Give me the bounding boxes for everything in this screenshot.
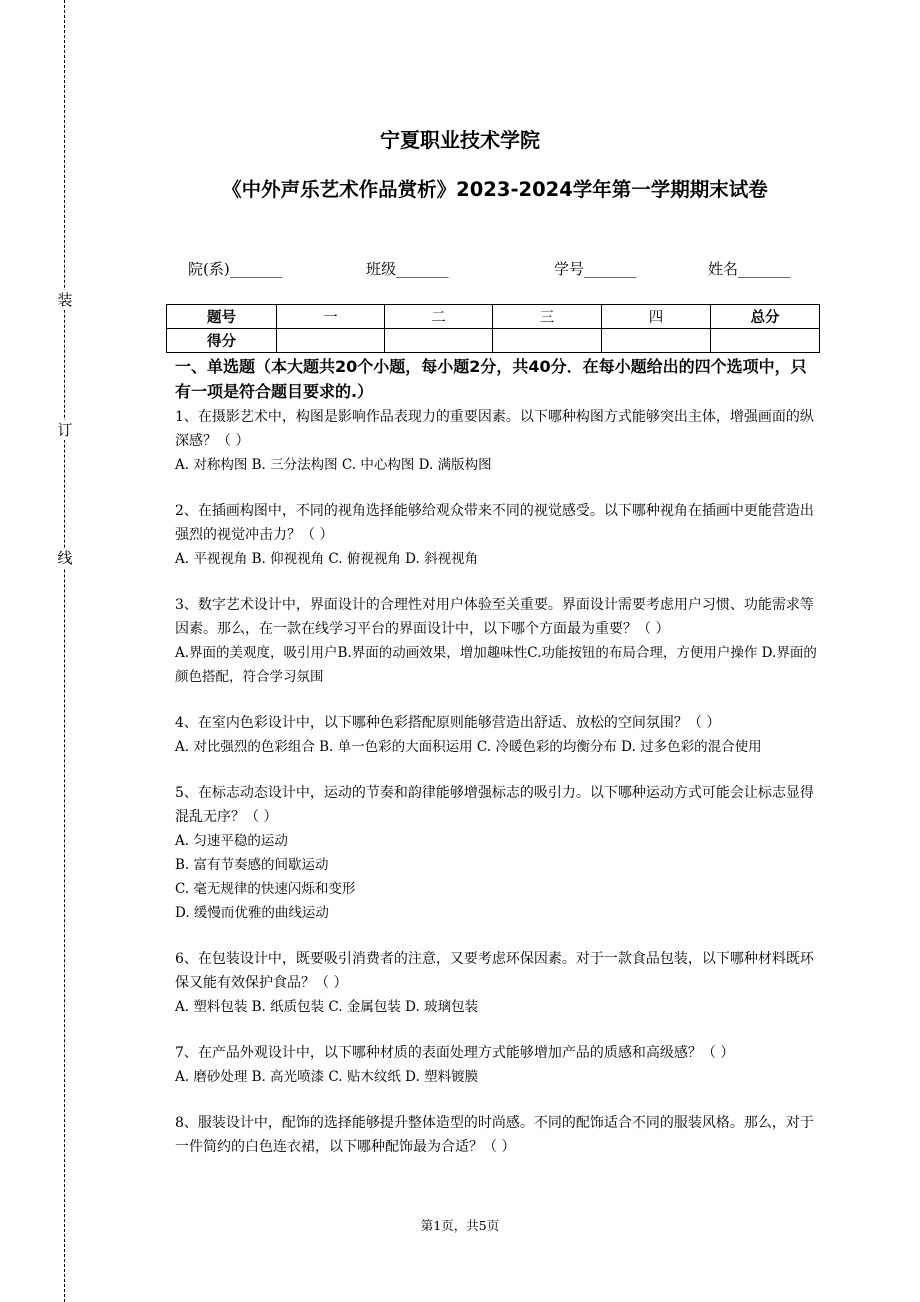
question-1 [175,405,821,477]
score-table-cell: 四 [602,305,711,329]
exam-title: 《中外声乐艺术作品赏析》2023-2024学年第一学期期末试卷 [222,178,768,201]
score-blank-cell [602,329,711,353]
question-option: C. 毫无规律的快速闪烁和变形 [175,881,356,897]
score-table-cell: 二 [385,305,493,329]
score-table-cell: 一 [277,305,385,329]
question-options: A.界面的美观度，吸引用户B.界面的动画效果，增加趣味性C.功能按钮的布局合理，方便用户操作 D.界面的颜色搭配，符合学习氛围 [175,645,817,685]
question-stem: 1、在摄影艺术中，构图是影响作品表现力的重要因素。以下哪种构图方式能够突出主体，增强画面的纵深感？（ ） [175,409,814,449]
question-option: B. 富有节奏感的间歇运动 [175,857,329,873]
question-stem: 8、服装设计中，配饰的选择能够提升整体造型的时尚感。不同的配饰适合不同的服装风格。那么，对于一件简约的白色连衣裙，以下哪种配饰最为合适？（ ） [175,1115,814,1155]
question-stem: 4、在室内色彩设计中，以下哪种色彩搭配原则能够营造出舒适、放松的空间氛围？（ ） [175,715,721,731]
question-stem: 2、在插画构图中，不同的视角选择能够给观众带来不同的视觉感受。以下哪种视角在插画中更能营造出强烈的视觉冲击力？（ ） [175,503,814,543]
question-option: A. 匀速平稳的运动 [175,833,288,849]
score-blank-cell [493,329,602,353]
school-title: 宁夏职业技术学院 [380,128,540,152]
score-blank-cell [385,329,493,353]
score-table-cell: 题号 [167,305,277,329]
binding-char-ding: 订 [57,421,73,439]
question-options: A. 对比强烈的色彩组合 B. 单一色彩的大面积运用 C. 冷暖色彩的均衡分布 D. 过多色彩的混合使用 [175,739,762,755]
question-3 [175,593,821,689]
binding-char-zhuang: 装 [57,291,73,309]
question-stem: 7、在产品外观设计中，以下哪种材质的表面处理方式能够增加产品的质感和高级感？（ ） [175,1045,735,1061]
question-options: A. 塑料包装 B. 纸质包装 C. 金属包装 D. 玻璃包装 [175,999,479,1015]
question-6 [175,947,821,1019]
question-stem: 6、在包装设计中，既要吸引消费者的注意，又要考虑环保因素。对于一款食品包装，以下哪种材料既环保又能有效保护食品？（ ） [175,951,814,991]
score-table-cell: 三 [493,305,602,329]
questions-area [175,354,821,1181]
question-stem: 3、数字艺术设计中，界面设计的合理性对用户体验至关重要。界面设计需要考虑用户习惯、功能需求等因素。那么，在一款在线学习平台的界面设计中，以下哪个方面最为重要？（ ） [175,597,814,637]
question-option: D. 缓慢而优雅的曲线运动 [175,905,329,921]
question-options: A. 平视视角 B. 仰视视角 C. 俯视视角 D. 斜视视角 [175,551,479,567]
class-field: 班级_______ [366,260,449,278]
question-2 [175,499,821,571]
question-8 [175,1111,821,1159]
page-footer: 第1页，共5页 [420,1218,500,1233]
name-field: 姓名_______ [708,260,791,278]
question-7 [175,1041,821,1089]
student-id-field: 学号_______ [554,260,637,278]
section-heading: 一、单选题（本大题共20个小题，每小题2分，共40分．在每小题给出的四个选项中，只有一项是符合题目要求的.） [175,357,807,401]
score-table-cell: 得分 [167,329,277,353]
binding-dashed-line [64,0,65,1302]
question-options: A. 对称构图 B. 三分法构图 C. 中心构图 D. 满版构图 [175,457,492,473]
score-table-cell: 总分 [711,305,820,329]
score-table-header-row [167,305,820,329]
department-field: 院(系)_______ [188,260,283,278]
score-table [166,304,820,353]
question-options: A. 磨砂处理 B. 高光喷漆 C. 贴木纹纸 D. 塑料镀膜 [175,1069,479,1085]
score-blank-cell [711,329,820,353]
question-stem: 5、在标志动态设计中，运动的节奏和韵律能够增强标志的吸引力。以下哪种运动方式可能会让标志显得混乱无序？（ ） [175,785,814,825]
question-5 [175,781,821,925]
score-blank-cell [277,329,385,353]
score-table-score-row [167,329,820,353]
binding-char-xian: 线 [57,549,73,567]
question-4 [175,711,821,759]
